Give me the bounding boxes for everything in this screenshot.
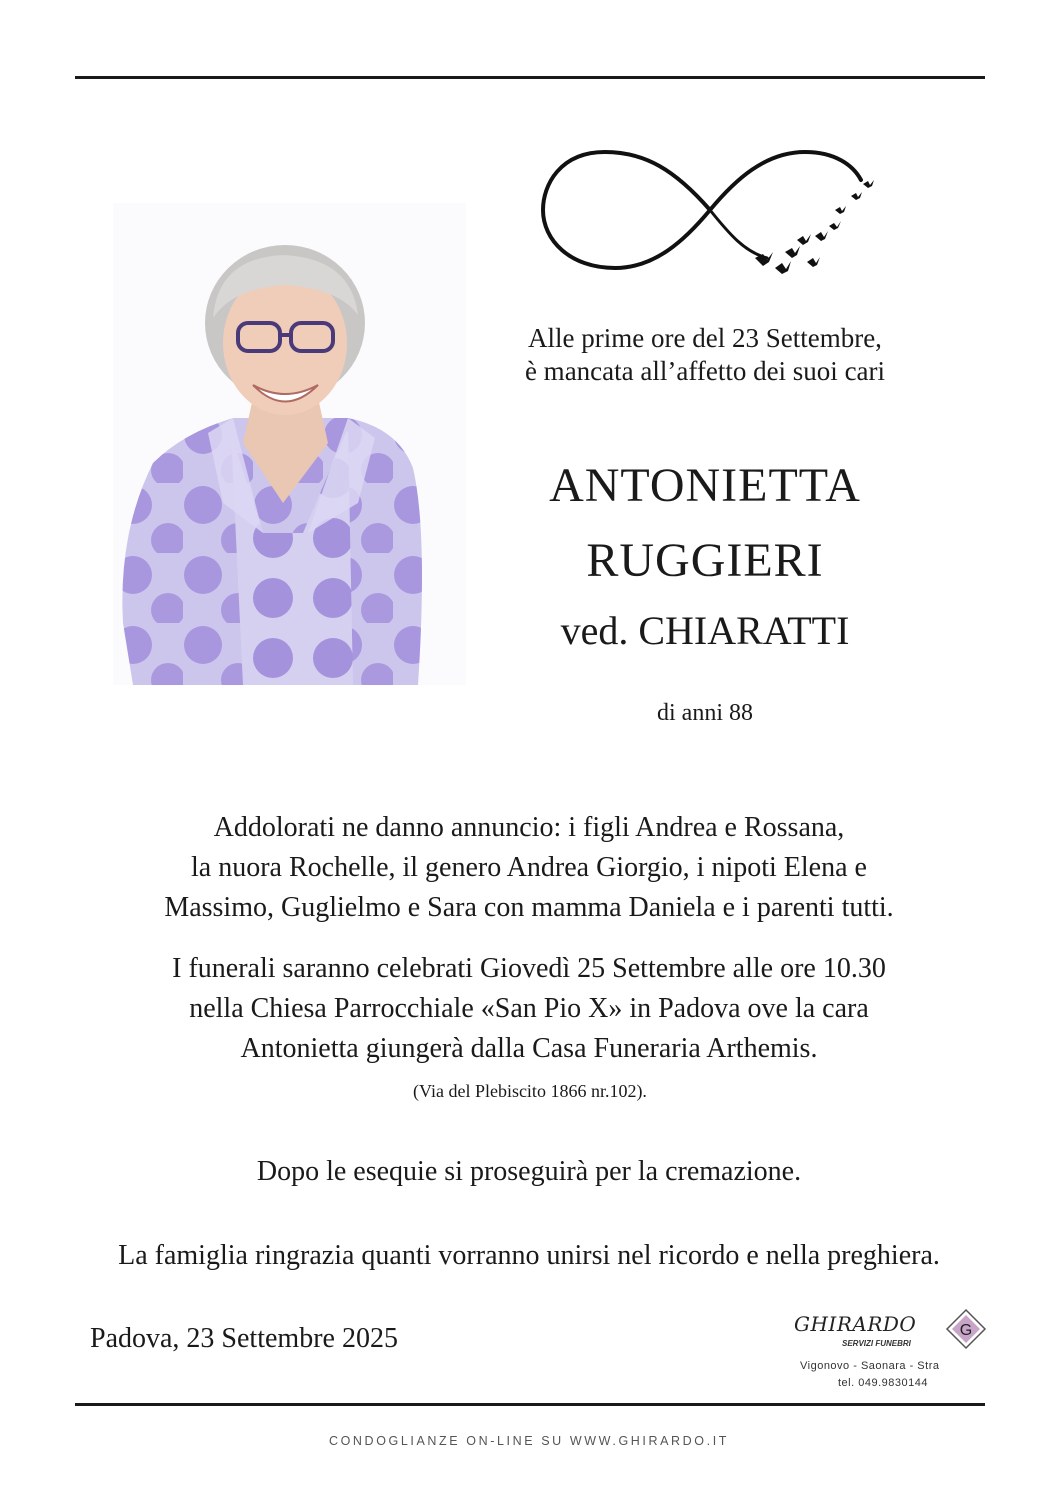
place-and-date: Padova, 23 Settembre 2025 [90, 1323, 398, 1354]
paragraph-line: Addolorati ne danno annuncio: i figli Andrea e Rossana, [213, 812, 845, 843]
paragraph-line: La famiglia ringrazia quanti vorranno unirsi nel ricordo e nella preghiera. [118, 1240, 940, 1271]
paragraph-line: nella Chiesa Parrocchiale «San Pio X» in Padova ove la cara [189, 993, 869, 1024]
deceased-married-name: ved. CHIARATTI [560, 608, 850, 653]
deceased-age: di anni 88 [657, 700, 753, 726]
infinity-with-birds-icon [535, 140, 885, 280]
paragraph-line: I funerali saranno celebrati Giovedì 25 Settembre alle ore 10.30 [172, 953, 886, 984]
logo-locations: Vigonovo - Saonara - Stra [800, 1360, 940, 1372]
intro-line: è mancata all’affetto dei suoi cari [524, 356, 886, 386]
paragraph-line: Massimo, Guglielmo e Sara con mamma Daniela e i parenti tutti. [164, 892, 894, 923]
bottom-divider [75, 1403, 985, 1406]
cremation-paragraph [60, 1152, 998, 1192]
intro-line: Alle prime ore del 23 Settembre, [528, 323, 882, 353]
funeral-home-address: (Via del Plebiscito 1866 nr.102). [413, 1081, 647, 1101]
logo-brand-name: GHIRARDO [794, 1312, 917, 1336]
online-condolences-footer: CONDOGLIANZE ON-LINE SU WWW.GHIRARDO.IT [328, 1434, 730, 1448]
deceased-last-name: RUGGIERI [586, 534, 824, 587]
diamond-logo-icon [945, 1308, 987, 1350]
logo-mark-letter: G [959, 1322, 973, 1339]
top-divider [75, 76, 985, 79]
intro-text [460, 322, 950, 388]
paragraph-line: Dopo le esequie si proseguirà per la cremazione. [256, 1156, 802, 1187]
paragraph-line: la nuora Rochelle, il genero Andrea Giorgio, i nipoti Elena e [191, 852, 867, 883]
funeral-paragraph [60, 949, 998, 1069]
announcement-paragraph [60, 808, 998, 928]
thanks-paragraph [60, 1236, 998, 1276]
paragraph-line: Antonietta giungerà dalla Casa Funeraria Arthemis. [240, 1033, 818, 1064]
deceased-first-name: ANTONIETTA [549, 459, 861, 512]
logo-phone: tel. 049.9830144 [838, 1377, 928, 1389]
logo-subtitle: SERVIZI FUNEBRI [842, 1339, 911, 1348]
funeral-services-logo [780, 1300, 990, 1400]
deceased-portrait [113, 203, 466, 685]
